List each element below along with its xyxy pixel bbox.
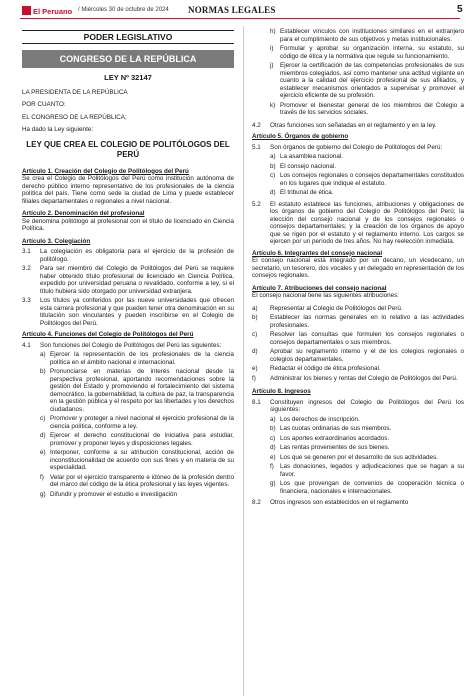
list-item: g) Los que provengan de convenios de cooperación técnica o financiera, nacionales e internacionales.	[270, 480, 464, 495]
list-item: c) Los aportes extraordinarios acordados.	[270, 434, 390, 442]
list-item: d) Las rentas provenientes de sus bienes.	[270, 444, 390, 451]
list-item: 4.1 Son funciones del Colegio de Politólogos del Perú las siguientes:	[22, 341, 222, 349]
article-heading: Artículo 1. Creación del Colegio de Politólogos del Perú	[22, 167, 189, 175]
list-item: a) Los derechos de inscripción.	[270, 415, 360, 423]
section-title: NORMAS LEGALES	[188, 5, 276, 15]
article-2	[22, 210, 234, 233]
article-text: El consejo nacional está integrado por un decano, un vicedecano, un secretario, un tesorero, dos vocales y un delegado en representación de los consejos regionales.	[252, 257, 464, 279]
list-item: b) Pronunciarse en materias de interés nacional desde la perspectiva profesional, aportando recomendaciones sobre la gestión del Estado y promoviendo el fortalecimiento del sistema democrático, la gobernabilidad, la cultura de paz, la transparencia en la gestión pública y el respeto por las libertades y los derechos ciudadanos.	[40, 368, 234, 413]
article-heading: Artículo 5. Órganos de gobierno	[252, 133, 349, 140]
poder-legislativo-banner: PODER LEGISLATIVO	[22, 30, 234, 44]
logo-text: El Peruano	[33, 7, 73, 16]
list-item: b) Las cuotas ordinarias de sus miembros.	[270, 425, 392, 432]
list-item: f) Velar por el ejercicio transparente e idóneo de la profesión dentro del marco del código de la ética profesional y las leyes vigentes.	[40, 473, 234, 488]
list-item: c) Promover y proteger a nivel nacional el ejercicio profesional de la ciencia política, conforme a ley.	[40, 415, 234, 430]
article-heading: Artículo 7. Atribuciones del consejo nacional	[252, 284, 387, 292]
list-item: k) Promover el bienestar general de los miembros del Colegio a través de los servicios sociales.	[270, 101, 464, 116]
list-item: e) Interponer, conforme a su atribución constitucional, acción de inconstitucionalidad de acuerdo con sus fines y en materia de su especialidad.	[40, 449, 234, 471]
list-item: a) Ejercer la representación de los profesionales de la ciencia política en el ámbito nacional e internacional.	[40, 351, 234, 366]
list-item: 8.1 Constituyen ingresos del Colegio de Politólogos del Perú los siguientes:	[252, 398, 464, 413]
right-column	[252, 26, 464, 509]
article-heading: Artículo 3. Colegiación	[22, 237, 91, 245]
article-heading: Artículo 2. Denominación del profesional	[22, 210, 145, 217]
article-text: Se denomina politólogo al profesional con el título de licenciado en Ciencia Política.	[22, 217, 234, 232]
article-heading: Artículo 6. Integrantes del consejo nacional	[252, 249, 383, 257]
list-item: 5.2 El estatuto establece las funciones, atribuciones y obligaciones de los órganos de gobierno del Colegio de Politólogos del Perú; la elección del consejo nacional y de los consejos regionales o consejos departamentales; y la creación de los órganos de apoyo que se rigen por el estatuto y el reglamento interno. Los cargos se ejercen por un período de tres años. No hay reelección inmediata.	[252, 200, 464, 245]
congreso-banner: CONGRESO DE LA REPÚBLICA	[22, 50, 234, 68]
list-item: f) Las donaciones, legados y adjudicaciones que se hagan a su favor.	[270, 463, 464, 478]
article-heading: Artículo 8. Ingresos	[252, 388, 311, 395]
left-column	[22, 26, 234, 500]
article-7	[252, 285, 464, 383]
list-item: i) Formular y aprobar su organización interna, su estatuto, su código de ética y la normativa que regule su funcionamiento.	[270, 45, 464, 60]
article-4	[22, 331, 234, 498]
article-1	[22, 168, 234, 206]
page-number: 5	[457, 4, 463, 15]
list-item: a) Representar al Colegio de Politólogos del Perú.	[252, 304, 403, 312]
intro-line: EL CONGRESO DE LA REPÚBLICA;	[22, 113, 127, 121]
article-6	[252, 250, 464, 280]
sub-list	[22, 351, 234, 498]
el-peruano-logo	[22, 6, 72, 16]
law-number: LEY Nº 32147	[104, 73, 152, 82]
list-item: b) Establecer las normas generales en lo relativo a las actividades profesionales.	[252, 314, 464, 329]
list-item: e) Los que se generen por el desarrollo de sus actividades.	[270, 453, 438, 461]
list-item: 4.2 Otras funciones son señaladas en el reglamento y en la ley.	[252, 121, 437, 129]
article-heading: Artículo 4. Funciones del Colegio de Politólogos del Perú	[22, 331, 194, 338]
intro-line: LA PRESIDENTA DE LA REPÚBLICA	[22, 88, 128, 96]
article-text: El consejo nacional tiene las siguientes atribuciones:	[252, 292, 400, 299]
list-item: 5.1 Son órganos de gobierno del Colegio de Politólogos del Perú:	[252, 143, 443, 151]
list-item: c) Los consejos regionales o consejos departamentales constituidos en los lugares que indique el estatuto.	[270, 172, 464, 187]
law-title: LEY QUE CREA EL COLEGIO DE POLITÓLOGOS DEL PERÚ	[26, 139, 230, 159]
list-item: a) La asamblea nacional.	[270, 153, 344, 160]
page-header	[0, 0, 474, 24]
list-item: b) El consejo nacional.	[270, 162, 337, 170]
list-item: 3.1 La colegiación es obligatoria para el ejercicio de la profesión de politólogo.	[22, 248, 234, 263]
logo-mark-icon	[22, 6, 31, 15]
list-item: h) Establecer vínculos con instituciones similares en el extranjero para el cumplimiento de sus objetivos y metas institucionales.	[270, 28, 464, 43]
list-item: j) Ejercer la certificación de las competencias profesionales de sus miembros colegiados, así como mantener una actitud vigilante en cuanto a la calidad del ejercicio profesional de sus afiliados, y establecer mecanismos orientados a supervisar y promover el ejercicio eficiente de su profesión.	[270, 62, 464, 99]
list-item: 8.2 Otros ingresos son establecidos en el reglamento	[252, 499, 409, 506]
list-item: 3.2 Para ser miembro del Colegio de Politólogos del Perú se requiere haber obtenido título profesional de licenciado en Ciencia Política, expedido por universidad peruana o revalidado, conforme a ley, si el título hubiera sido otorgado por universidad extranjera.	[22, 265, 234, 295]
sub-list	[252, 153, 464, 197]
sub-list	[252, 28, 464, 117]
sub-list	[252, 416, 464, 496]
list-item: c) Resolver las consultas que formulen los consejos regionales o consejos departamentales o sus miembros.	[252, 331, 464, 346]
header-date: / Miércoles 30 de octubre de 2024	[78, 7, 169, 13]
list-item: d) El tribunal de ética.	[270, 189, 334, 196]
intro-line: Ha dado la Ley siguiente:	[22, 126, 94, 133]
list-item: d) Ejercer el derecho constitucional de iniciativa para estudiar, promover y proponer leyes y disposiciones legales.	[40, 432, 234, 447]
article-text: Se crea el Colegio de Politólogos del Perú como institución autónoma de derecho público interno representativo de los profesionales de la ciencia política del país. Tiene como sede la ciudad de Lima y puede establecer filiales departamentales o regionales a nivel nacional.	[22, 175, 234, 205]
article-5	[252, 133, 464, 246]
list-item: f) Administrar los bienes y rentas del Colegio de Politólogos del Perú.	[252, 374, 458, 382]
intro-line: POR CUANTO:	[22, 101, 66, 108]
list-item: e) Redactar el código de ética profesional.	[252, 365, 381, 372]
list-item: 3.3 Los títulos ya conferidos por las nueve universidades que ofrecen esta carrera profesional y que pueden tener otra denominación en su titulación son vinculantes y pueden inscribirse en el Colegio de Politólogos del Perú.	[22, 297, 234, 327]
list-item: g) Difundir y promover el estudio e investigación	[40, 490, 178, 498]
column-separator	[243, 26, 244, 696]
list-item: d) Aprobar su reglamento interno y el de los colegios regionales o colegios departamentales.	[252, 348, 464, 363]
article-3	[22, 238, 234, 328]
header-rule	[20, 18, 460, 19]
article-8	[252, 388, 464, 507]
